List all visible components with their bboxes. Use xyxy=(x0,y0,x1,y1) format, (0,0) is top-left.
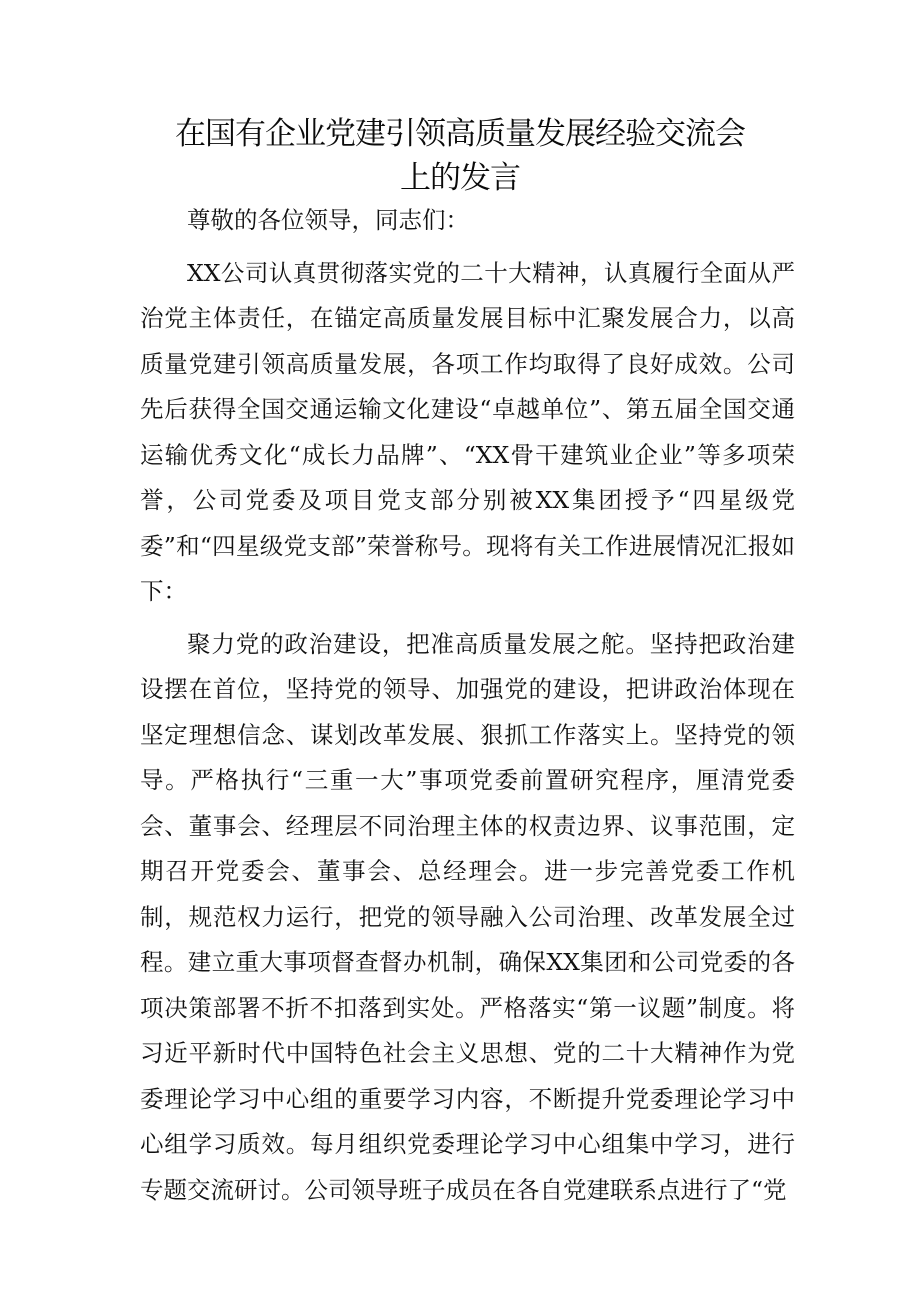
paragraph-political-building: 聚力党的政治建设，把准高质量发展之舵。坚持把政治建设摆在首位，坚持党的领导、加强党的建设，把讲政治体现在坚定理想信念、谋划改革发展、狠抓工作落实上。坚持党的领导。严格执行“三重一大”事项党委前置研究程序，厘清党委会、董事会、经理层不同治理主体的权责边界、议事范围，定期召开党委会、董事会、总经理会。进一步完善党委工作机制，规范权力运行，把党的领导融入公司治理、改革发展全过程。建立重大事项督查督办机制，确保XX集团和公司党委的各项决策部署不折不扣落到实处。严格落实“第一议题”制度。将习近平新时代中国特色社会主义思想、党的二十大精神作为党委理论学习中心组的重要学习内容，不断提升党委理论学习中心组学习质效。每月组织党委理论学习中心组集中学习，进行专题交流研讨。公司领导班子成员在各自党建联系点进行了“党 xyxy=(140,629,795,1204)
title-line-1: 在国有企业党建引领高质量发展经验交流会 xyxy=(175,116,745,152)
salutation: 尊敬的各位领导，同志们： xyxy=(187,206,469,234)
document-body xyxy=(140,198,795,1213)
paragraph-intro: XX公司认真贯彻落实党的二十大精神，认真履行全面从严治党主体责任，在锚定高质量发展目标中汇聚发展合力，以高质量党建引领高质量发展，各项工作均取得了良好成效。公司先后获得全国交通运输文化建设“卓越单位”、第五届全国交通运输优秀文化“成长力品牌”、“XX骨干建筑业企业”等多项荣誉，公司党委及项目党支部分别被XX集团授予“四星级党委”和“四星级党支部”荣誉称号。现将有关工作进展情况汇报如下： xyxy=(140,258,795,605)
title-line-2: 上的发言 xyxy=(400,160,520,196)
document-title xyxy=(140,112,780,200)
